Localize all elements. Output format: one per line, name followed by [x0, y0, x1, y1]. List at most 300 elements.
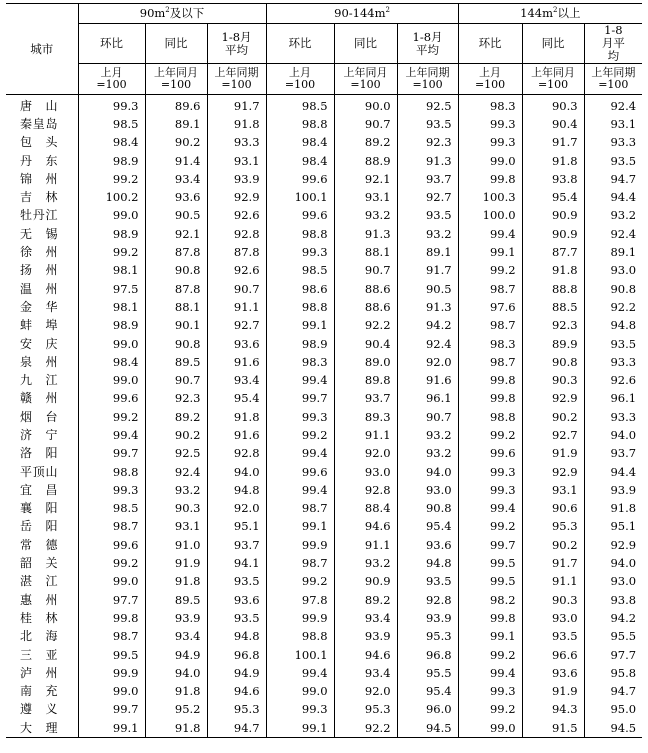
index-value-cell: 90.8 — [584, 280, 642, 298]
table-row — [6, 445, 642, 463]
index-value-cell: 99.4 — [266, 371, 334, 389]
index-value-cell: 90.8 — [397, 500, 458, 518]
index-value-cell: 94.5 — [397, 719, 458, 738]
index-value-cell: 94.6 — [207, 683, 266, 701]
index-value-cell: 93.5 — [397, 115, 458, 133]
index-value-cell: 92.3 — [522, 317, 584, 335]
index-value-cell: 92.3 — [397, 134, 458, 152]
index-value-cell: 93.4 — [207, 371, 266, 389]
table-row — [6, 115, 642, 133]
index-value-cell: 97.7 — [78, 591, 145, 609]
table-row — [6, 683, 642, 701]
index-value-cell: 91.3 — [397, 152, 458, 170]
index-value-cell: 91.8 — [207, 115, 266, 133]
city-name-cell: 蚌埠 — [20, 318, 58, 333]
city-name-cell: 温州 — [20, 281, 58, 296]
index-value-cell: 90.9 — [334, 573, 397, 591]
index-value-cell: 87.8 — [207, 243, 266, 261]
index-value-cell: 93.4 — [334, 664, 397, 682]
index-value-cell: 99.7 — [458, 536, 522, 554]
base-header: 上年同期=100 — [207, 64, 266, 95]
table-row — [6, 298, 642, 316]
index-value-cell: 94.9 — [145, 646, 207, 664]
index-value-cell: 99.0 — [78, 335, 145, 353]
price-index-table — [6, 3, 642, 738]
index-value-cell: 98.8 — [458, 408, 522, 426]
city-name-cell: 洛阳 — [20, 446, 58, 461]
base-header: 上年同期=100 — [397, 64, 458, 95]
index-value-cell: 93.6 — [145, 188, 207, 206]
table-header — [6, 4, 642, 95]
index-value-cell: 93.9 — [207, 170, 266, 188]
city-name-cell: 唐山 — [20, 98, 58, 113]
table-row — [6, 500, 642, 518]
index-value-cell: 93.1 — [145, 518, 207, 536]
index-value-cell: 92.9 — [584, 536, 642, 554]
table-row — [6, 408, 642, 426]
index-value-cell: 91.0 — [145, 536, 207, 554]
index-value-cell: 95.1 — [207, 518, 266, 536]
index-value-cell: 98.5 — [78, 500, 145, 518]
index-value-cell: 98.4 — [266, 152, 334, 170]
index-value-cell: 89.1 — [145, 115, 207, 133]
index-value-cell: 90.4 — [334, 335, 397, 353]
index-value-cell: 91.7 — [522, 554, 584, 572]
index-value-cell: 93.7 — [207, 536, 266, 554]
index-value-cell: 93.2 — [334, 554, 397, 572]
index-value-cell: 99.2 — [78, 243, 145, 261]
index-value-cell: 96.8 — [207, 646, 266, 664]
index-value-cell: 88.9 — [334, 152, 397, 170]
index-value-cell: 92.0 — [334, 683, 397, 701]
index-value-cell: 94.7 — [207, 719, 266, 738]
index-value-cell: 93.7 — [584, 445, 642, 463]
index-value-cell: 95.2 — [145, 701, 207, 719]
index-value-cell: 89.6 — [145, 95, 207, 116]
index-value-cell: 95.4 — [397, 518, 458, 536]
index-value-cell: 97.5 — [78, 280, 145, 298]
city-name-cell: 北海 — [20, 629, 58, 644]
index-value-cell: 88.1 — [334, 243, 397, 261]
index-value-cell: 96.8 — [397, 646, 458, 664]
index-value-cell: 93.9 — [145, 609, 207, 627]
city-name-cell: 平顶山 — [20, 464, 58, 479]
index-value-cell: 92.8 — [397, 591, 458, 609]
index-value-cell: 95.3 — [207, 701, 266, 719]
city-name-cell: 韶关 — [20, 556, 58, 571]
index-value-cell: 99.0 — [78, 683, 145, 701]
index-value-cell: 99.0 — [458, 152, 522, 170]
index-value-cell: 90.3 — [145, 500, 207, 518]
index-value-cell: 90.8 — [522, 353, 584, 371]
index-value-cell: 99.1 — [458, 628, 522, 646]
index-value-cell: 93.8 — [584, 591, 642, 609]
table-row — [6, 609, 642, 627]
index-value-cell: 91.9 — [522, 683, 584, 701]
index-value-cell: 94.8 — [207, 481, 266, 499]
index-value-cell: 95.5 — [397, 664, 458, 682]
index-value-cell: 97.7 — [584, 646, 642, 664]
index-value-cell: 93.2 — [397, 445, 458, 463]
index-value-cell: 91.8 — [145, 719, 207, 738]
index-value-cell: 94.4 — [584, 463, 642, 481]
index-value-cell: 93.3 — [584, 408, 642, 426]
index-value-cell: 90.7 — [334, 115, 397, 133]
table-row — [6, 719, 642, 738]
table-row — [6, 554, 642, 572]
index-value-cell: 96.1 — [584, 390, 642, 408]
index-value-cell: 99.3 — [458, 463, 522, 481]
index-value-cell: 99.1 — [266, 317, 334, 335]
index-value-cell: 99.3 — [266, 701, 334, 719]
index-value-cell: 94.7 — [584, 170, 642, 188]
index-value-cell: 91.1 — [207, 298, 266, 316]
table-row — [6, 536, 642, 554]
base-header: 上年同月=100 — [145, 64, 207, 95]
index-value-cell: 97.8 — [266, 591, 334, 609]
index-value-cell: 93.6 — [397, 536, 458, 554]
index-value-cell: 91.5 — [522, 719, 584, 738]
index-value-cell: 90.9 — [522, 225, 584, 243]
sub-header: 1-8月平均 — [207, 24, 266, 64]
index-value-cell: 89.1 — [397, 243, 458, 261]
index-value-cell: 90.8 — [145, 335, 207, 353]
index-value-cell: 90.3 — [522, 591, 584, 609]
index-value-cell: 96.6 — [522, 646, 584, 664]
index-value-cell: 96.1 — [397, 390, 458, 408]
index-value-cell: 93.3 — [584, 353, 642, 371]
index-value-cell: 99.1 — [266, 719, 334, 738]
index-value-cell: 92.2 — [334, 719, 397, 738]
index-value-cell: 96.0 — [397, 701, 458, 719]
index-value-cell: 88.4 — [334, 500, 397, 518]
index-value-cell: 99.3 — [266, 243, 334, 261]
index-value-cell: 98.9 — [266, 335, 334, 353]
index-value-cell: 98.4 — [78, 134, 145, 152]
city-name-cell: 包头 — [20, 135, 58, 150]
index-value-cell: 99.4 — [458, 500, 522, 518]
city-name-cell: 湛江 — [20, 574, 58, 589]
sub-header: 同比 — [145, 24, 207, 64]
index-value-cell: 99.8 — [458, 609, 522, 627]
index-value-cell: 98.7 — [78, 628, 145, 646]
index-value-cell: 94.2 — [397, 317, 458, 335]
index-value-cell: 94.8 — [584, 317, 642, 335]
index-value-cell: 92.3 — [145, 390, 207, 408]
index-value-cell: 100.3 — [458, 188, 522, 206]
index-value-cell: 99.9 — [266, 536, 334, 554]
index-value-cell: 94.8 — [397, 554, 458, 572]
index-value-cell: 99.3 — [458, 481, 522, 499]
city-name-cell: 九江 — [20, 373, 58, 388]
index-value-cell: 99.3 — [458, 134, 522, 152]
index-value-cell: 93.0 — [397, 481, 458, 499]
city-name-cell: 济宁 — [20, 427, 58, 442]
index-value-cell: 99.4 — [78, 426, 145, 444]
index-value-cell: 92.9 — [522, 463, 584, 481]
index-value-cell: 92.1 — [334, 170, 397, 188]
index-value-cell: 90.8 — [145, 262, 207, 280]
table-row — [6, 591, 642, 609]
group-header-small: $90m^2$及以下 — [78, 4, 266, 24]
index-value-cell: 92.6 — [207, 262, 266, 280]
index-value-cell: 88.8 — [522, 280, 584, 298]
city-name-cell: 遵义 — [20, 702, 58, 717]
index-value-cell: 99.3 — [266, 408, 334, 426]
index-value-cell: 95.3 — [522, 518, 584, 536]
sub-header: 环比 — [78, 24, 145, 64]
table-row — [6, 134, 642, 152]
index-value-cell: 98.5 — [266, 95, 334, 116]
index-value-cell: 98.9 — [78, 225, 145, 243]
index-value-cell: 92.1 — [145, 225, 207, 243]
index-value-cell: 92.4 — [397, 335, 458, 353]
index-value-cell: 98.7 — [266, 554, 334, 572]
index-value-cell: 99.7 — [266, 390, 334, 408]
city-name-cell: 岳阳 — [20, 519, 58, 534]
index-value-cell: 99.6 — [266, 207, 334, 225]
index-value-cell: 89.3 — [334, 408, 397, 426]
index-value-cell: 98.3 — [266, 353, 334, 371]
index-value-cell: 92.9 — [207, 188, 266, 206]
index-value-cell: 95.8 — [584, 664, 642, 682]
index-value-cell: 90.3 — [522, 95, 584, 116]
base-header: 上月=100 — [78, 64, 145, 95]
table-row — [6, 170, 642, 188]
index-value-cell: 98.7 — [78, 518, 145, 536]
city-name-cell: 丹东 — [20, 153, 58, 168]
index-value-cell: 99.2 — [266, 573, 334, 591]
index-value-cell: 90.7 — [207, 280, 266, 298]
index-value-cell: 90.2 — [145, 134, 207, 152]
index-value-cell: 91.4 — [145, 152, 207, 170]
index-value-cell: 92.7 — [207, 317, 266, 335]
index-value-cell: 92.9 — [522, 390, 584, 408]
index-value-cell: 99.4 — [266, 481, 334, 499]
index-value-cell: 91.9 — [145, 554, 207, 572]
city-name-cell: 金华 — [20, 299, 58, 314]
index-value-cell: 93.8 — [522, 170, 584, 188]
index-value-cell: 93.0 — [334, 463, 397, 481]
index-value-cell: 100.1 — [266, 188, 334, 206]
city-name-cell: 扬州 — [20, 263, 58, 278]
index-value-cell: 98.8 — [266, 115, 334, 133]
index-value-cell: 99.2 — [78, 170, 145, 188]
index-value-cell: 99.8 — [458, 371, 522, 389]
city-name-cell: 大理 — [6, 719, 78, 738]
index-value-cell: 99.8 — [458, 390, 522, 408]
index-value-cell: 99.6 — [266, 170, 334, 188]
index-value-cell: 93.1 — [334, 188, 397, 206]
index-value-cell: 89.2 — [145, 408, 207, 426]
index-value-cell: 94.0 — [207, 463, 266, 481]
index-value-cell: 93.0 — [584, 262, 642, 280]
index-value-cell: 89.2 — [334, 134, 397, 152]
index-value-cell: 99.3 — [78, 481, 145, 499]
index-value-cell: 93.9 — [334, 628, 397, 646]
city-name-cell: 宜昌 — [20, 482, 58, 497]
index-value-cell: 92.2 — [334, 317, 397, 335]
index-value-cell: 98.1 — [78, 298, 145, 316]
index-value-cell: 93.5 — [207, 609, 266, 627]
index-value-cell: 91.7 — [522, 134, 584, 152]
index-value-cell: 90.3 — [522, 371, 584, 389]
table-row — [6, 262, 642, 280]
index-value-cell: 99.5 — [458, 554, 522, 572]
index-value-cell: 99.7 — [78, 445, 145, 463]
index-value-cell: 91.8 — [522, 262, 584, 280]
sub-header: 环比 — [458, 24, 522, 64]
index-value-cell: 98.7 — [266, 500, 334, 518]
index-value-cell: 93.9 — [397, 609, 458, 627]
index-value-cell: 90.2 — [522, 408, 584, 426]
index-value-cell: 92.0 — [207, 500, 266, 518]
index-value-cell: 99.0 — [78, 207, 145, 225]
index-value-cell: 99.1 — [458, 243, 522, 261]
index-value-cell: 98.8 — [78, 463, 145, 481]
index-value-cell: 93.6 — [207, 335, 266, 353]
index-value-cell: 91.8 — [522, 152, 584, 170]
index-value-cell: 89.5 — [145, 353, 207, 371]
index-value-cell: 98.1 — [78, 262, 145, 280]
base-header: 上月=100 — [458, 64, 522, 95]
index-value-cell: 99.9 — [78, 664, 145, 682]
index-value-cell: 98.3 — [458, 335, 522, 353]
index-value-cell: 91.8 — [207, 408, 266, 426]
index-value-cell: 99.5 — [78, 646, 145, 664]
index-value-cell: 93.7 — [334, 390, 397, 408]
index-value-cell: 98.2 — [458, 591, 522, 609]
index-value-cell: 89.1 — [584, 243, 642, 261]
table-row — [6, 701, 642, 719]
index-value-cell: 94.6 — [334, 646, 397, 664]
sub-header: 1-8月平均 — [584, 24, 642, 64]
index-value-cell: 99.6 — [458, 445, 522, 463]
index-value-cell: 94.0 — [397, 463, 458, 481]
index-value-cell: 92.0 — [397, 353, 458, 371]
index-value-cell: 98.8 — [266, 225, 334, 243]
index-value-cell: 99.2 — [458, 426, 522, 444]
index-value-cell: 99.6 — [266, 463, 334, 481]
index-value-cell: 91.8 — [145, 683, 207, 701]
index-value-cell: 98.4 — [78, 353, 145, 371]
index-value-cell: 90.7 — [145, 371, 207, 389]
base-header: 上年同月=100 — [522, 64, 584, 95]
index-value-cell: 98.3 — [458, 95, 522, 116]
table-row — [6, 426, 642, 444]
index-value-cell: 88.6 — [334, 298, 397, 316]
index-value-cell: 91.6 — [207, 426, 266, 444]
index-value-cell: 89.2 — [334, 591, 397, 609]
index-value-cell: 92.4 — [145, 463, 207, 481]
index-value-cell: 99.0 — [78, 371, 145, 389]
index-value-cell: 93.1 — [584, 115, 642, 133]
index-value-cell: 93.4 — [334, 609, 397, 627]
index-value-cell: 93.4 — [145, 170, 207, 188]
index-value-cell: 99.8 — [458, 170, 522, 188]
index-value-cell: 99.2 — [458, 262, 522, 280]
table-row — [6, 207, 642, 225]
city-column-header: 城市 — [6, 4, 78, 95]
index-value-cell: 94.9 — [207, 664, 266, 682]
index-value-cell: 92.0 — [334, 445, 397, 463]
city-name-cell: 南充 — [20, 684, 58, 699]
index-value-cell: 90.2 — [522, 536, 584, 554]
index-value-cell: 90.7 — [334, 262, 397, 280]
index-value-cell: 93.3 — [207, 134, 266, 152]
index-value-cell: 92.8 — [334, 481, 397, 499]
index-value-cell: 92.6 — [584, 371, 642, 389]
index-value-cell: 89.5 — [145, 591, 207, 609]
index-value-cell: 93.2 — [397, 426, 458, 444]
index-value-cell: 94.0 — [584, 426, 642, 444]
table-row — [6, 628, 642, 646]
index-value-cell: 91.9 — [522, 445, 584, 463]
sub-header: 同比 — [522, 24, 584, 64]
index-value-cell: 92.6 — [207, 207, 266, 225]
index-value-cell: 94.1 — [207, 554, 266, 572]
index-value-cell: 93.9 — [584, 481, 642, 499]
city-name-cell: 烟台 — [20, 409, 58, 424]
index-value-cell: 99.0 — [78, 573, 145, 591]
table-row — [6, 225, 642, 243]
index-value-cell: 99.6 — [78, 536, 145, 554]
index-value-cell: 99.0 — [458, 719, 522, 738]
city-name-cell: 泉州 — [20, 354, 58, 369]
index-value-cell: 98.4 — [266, 134, 334, 152]
city-name-cell: 秦皇岛 — [20, 116, 58, 131]
index-value-cell: 88.1 — [145, 298, 207, 316]
index-value-cell: 93.2 — [397, 225, 458, 243]
index-value-cell: 93.0 — [522, 609, 584, 627]
index-value-cell: 99.7 — [78, 701, 145, 719]
index-value-cell: 98.7 — [458, 280, 522, 298]
table-row — [6, 152, 642, 170]
index-value-cell: 93.0 — [584, 573, 642, 591]
base-header: 上月=100 — [266, 64, 334, 95]
city-name-cell: 牡丹江 — [20, 208, 58, 223]
group-header-medium: $90-144m^2$ — [266, 4, 458, 24]
index-value-cell: 97.6 — [458, 298, 522, 316]
index-value-cell: 99.3 — [458, 115, 522, 133]
index-value-cell: 90.1 — [145, 317, 207, 335]
city-name-cell: 泸州 — [20, 665, 58, 680]
index-value-cell: 99.1 — [78, 719, 145, 738]
index-value-cell: 93.1 — [522, 481, 584, 499]
index-value-cell: 90.0 — [334, 95, 397, 116]
index-value-cell: 94.8 — [207, 628, 266, 646]
index-value-cell: 93.3 — [584, 134, 642, 152]
index-value-cell: 99.6 — [78, 390, 145, 408]
index-value-cell: 90.4 — [522, 115, 584, 133]
index-value-cell: 98.7 — [458, 317, 522, 335]
index-value-cell: 94.3 — [522, 701, 584, 719]
index-value-cell: 93.4 — [145, 628, 207, 646]
index-value-cell: 98.5 — [266, 262, 334, 280]
table-row — [6, 280, 642, 298]
index-value-cell: 92.7 — [522, 426, 584, 444]
index-value-cell: 89.0 — [334, 353, 397, 371]
city-name-cell: 惠州 — [20, 592, 58, 607]
index-value-cell: 93.5 — [397, 573, 458, 591]
index-value-cell: 95.3 — [397, 628, 458, 646]
table-row — [6, 353, 642, 371]
index-value-cell: 95.4 — [522, 188, 584, 206]
index-value-cell: 95.4 — [207, 390, 266, 408]
index-value-cell: 94.6 — [334, 518, 397, 536]
sub-header: 1-8月平均 — [397, 24, 458, 64]
index-value-cell: 100.2 — [78, 188, 145, 206]
